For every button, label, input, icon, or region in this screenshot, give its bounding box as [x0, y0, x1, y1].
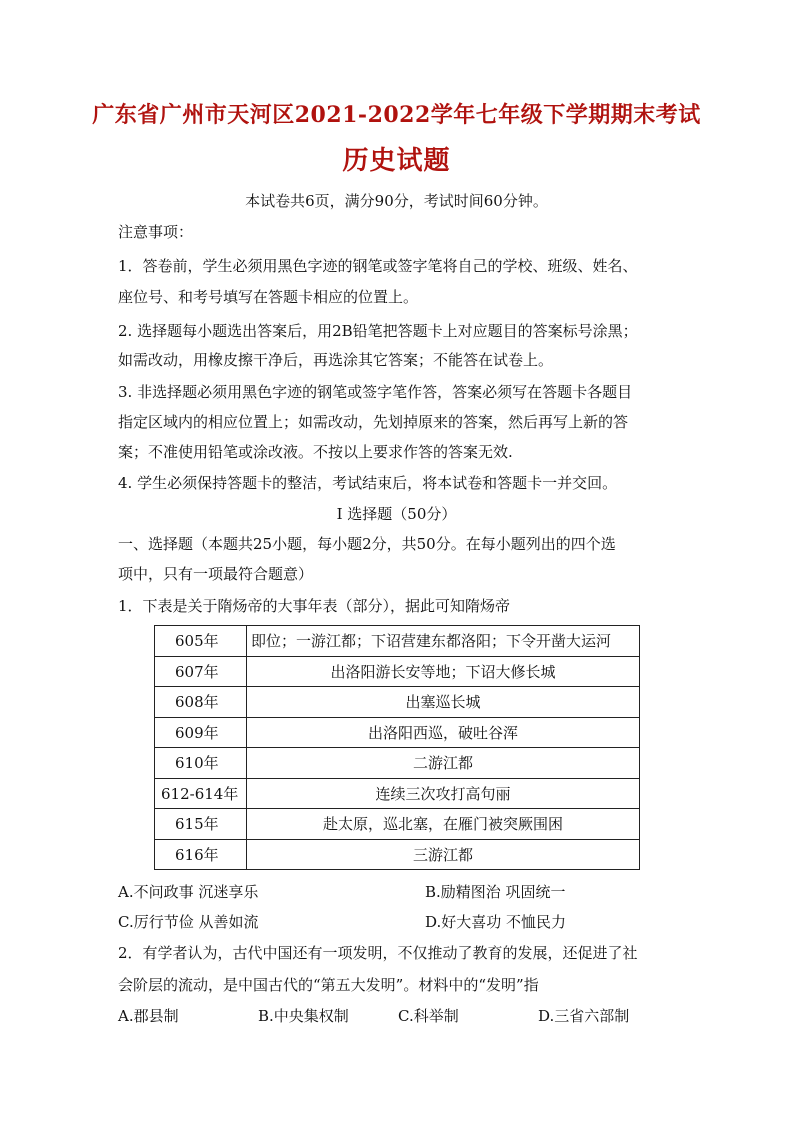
- question-1-stem: 1．下表是关于隋炀帝的大事年表（部分），据此可知隋炀帝: [118, 597, 511, 615]
- table-row: [155, 748, 640, 779]
- table-cell-year: 616年: [155, 839, 247, 870]
- event-timeline-table: [154, 625, 640, 870]
- table-cell-event: 二游江都: [247, 748, 640, 779]
- table-cell-year: 608年: [155, 687, 247, 718]
- notice-line: 4. 学生必须保持答题卡的整洁，考试结束后，将本试卷和答题卡一并交回。: [118, 474, 618, 492]
- notice-line: 如需改动，用橡皮擦干净后，再选涂其它答案；不能答在试卷上。: [118, 351, 554, 369]
- table-cell-event: 三游江都: [247, 839, 640, 870]
- notice-heading: 注意事项：: [118, 223, 194, 241]
- table-cell-year: 605年: [155, 626, 247, 657]
- section-instructions: 一、选择题（本题共25小题，每小题2分，共50分。在每小题列出的四个选: [118, 535, 616, 553]
- question-2-stem: 会阶层的流动，是中国古代的“第五大发明”。材料中的“发明”指: [118, 976, 539, 994]
- notice-line: 案；不准使用铅笔或涂改液。不按以上要求作答的答案无效.: [118, 443, 513, 461]
- question-1-option-a: A.不问政事 沉迷享乐: [118, 883, 259, 901]
- table-cell-year: 609年: [155, 717, 247, 748]
- table-cell-year: 610年: [155, 748, 247, 779]
- notice-line: 座位号、和考号填写在答题卡相应的位置上。: [118, 288, 419, 306]
- table-cell-year: 612-614年: [155, 778, 247, 809]
- question-2-option-d: D.三省六部制: [538, 1007, 630, 1025]
- table-cell-event: 出洛阳游长安等地；下诏大修长城: [247, 656, 640, 687]
- table-row: [155, 717, 640, 748]
- notice-line: 指定区域内的相应位置上；如需改动，先划掉原来的答案，然后再写上新的答: [118, 413, 629, 431]
- question-1-option-c: C.厉行节俭 从善如流: [118, 913, 259, 931]
- table-cell-event: 出洛阳西巡，破吐谷浑: [247, 717, 640, 748]
- question-2-option-c: C.科举制: [398, 1007, 459, 1025]
- question-1-option-b: B.励精图治 巩固统一: [425, 883, 566, 901]
- table-row: [155, 809, 640, 840]
- table-row: [155, 626, 640, 657]
- notice-line: 2. 选择题每小题选出答案后，用2B铅笔把答题卡上对应题目的答案标号涂黑；: [118, 322, 638, 340]
- table-cell-event: 赴太原，巡北塞，在雁门被突厥围困: [247, 809, 640, 840]
- question-2-option-b: B.中央集权制: [258, 1007, 349, 1025]
- section-instructions: 项中，只有一项最符合题意）: [118, 565, 314, 583]
- table-row: [155, 656, 640, 687]
- exam-subject-title: 历史试题: [342, 146, 451, 176]
- table-row: [155, 687, 640, 718]
- exam-intro: 本试卷共6页，满分90分，考试时间60分钟。: [245, 192, 548, 210]
- question-1-option-d: D.好大喜功 不恤民力: [425, 913, 567, 931]
- table-row: [155, 778, 640, 809]
- table-cell-year: 607年: [155, 656, 247, 687]
- table-row: [155, 839, 640, 870]
- question-2-stem: 2．有学者认为，古代中国还有一项发明，不仅推动了教育的发展，还促进了社: [118, 944, 638, 962]
- notice-line: 1．答卷前，学生必须用黑色字迹的钢笔或签字笔将自己的学校、班级、姓名、: [118, 257, 638, 275]
- table-cell-year: 615年: [155, 809, 247, 840]
- table-cell-event: 连续三次攻打高句丽: [247, 778, 640, 809]
- exam-title: 广东省广州市天河区2021-2022学年七年级下学期期末考试: [92, 102, 701, 128]
- notice-line: 3. 非选择题必须用黑色字迹的钢笔或签字笔作答，答案必须写在答题卡各题目: [118, 383, 633, 401]
- section-title: I 选择题（50分）: [336, 505, 457, 523]
- table-cell-event: 即位；一游江都；下诏营建东都洛阳；下令开凿大运河: [247, 626, 640, 657]
- table-cell-event: 出塞巡长城: [247, 687, 640, 718]
- question-2-option-a: A.郡县制: [118, 1007, 179, 1025]
